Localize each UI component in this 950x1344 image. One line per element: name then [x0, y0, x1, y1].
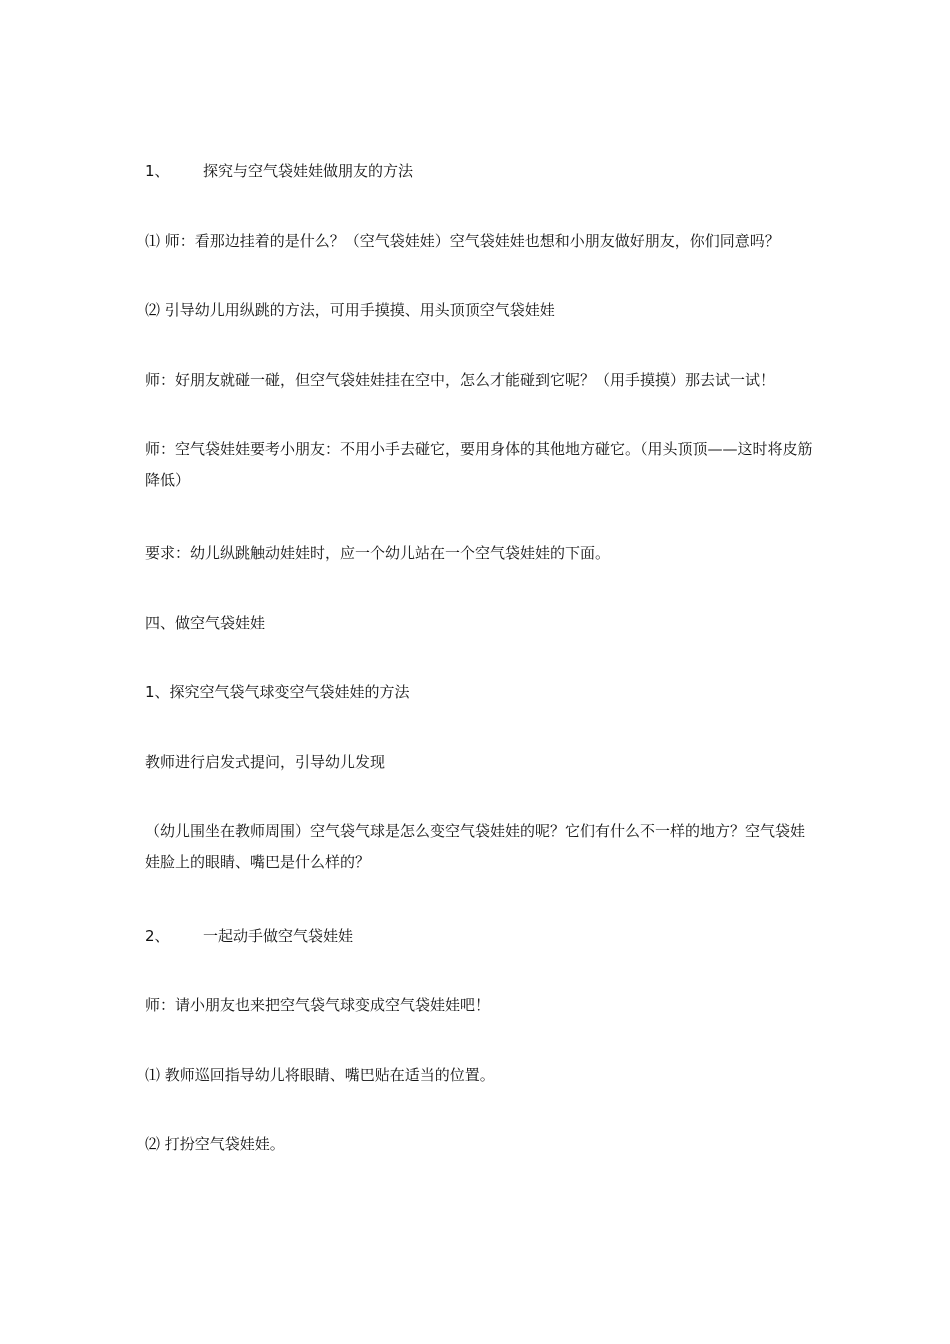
paragraph-2: ⑵ 引导幼儿用纵跳的方法，可用手摸摸、用头顶顶空气袋娃娃: [145, 301, 555, 319]
paragraph-4: 师：空气袋娃娃要考小朋友：不用小手去碰它，要用身体的其他地方碰它。（用头顶顶——这时将皮筋降低）: [145, 440, 813, 489]
paragraph-1: ⑴ 师：看那边挂着的是什么？（空气袋娃娃）空气袋娃娃也想和小朋友做好朋友，你们同意吗？: [145, 232, 780, 250]
paragraph-7: （幼儿围坐在教师周围）空气袋气球是怎么变空气袋娃娃的呢？它们有什么不一样的地方？空气袋娃娃脸上的眼睛、嘴巴是什么样的？: [145, 822, 806, 871]
heading-1: [145, 156, 813, 187]
paragraph-9: ⑴ 教师巡回指导幼儿将眼睛、嘴巴贴在适当的位置。: [145, 1066, 495, 1084]
heading-4-1: [145, 677, 813, 708]
paragraph-10: ⑵ 打扮空气袋娃娃。: [145, 1135, 285, 1153]
paragraph-8: 师：请小朋友也来把空气袋气球变成空气袋娃娃吧！: [145, 996, 491, 1014]
heading-4-1-number: 1、: [145, 683, 170, 701]
heading-4-2: [145, 921, 813, 952]
section-4-title: 四、做空气袋娃娃: [145, 614, 266, 632]
paragraph-5: 要求：幼儿纵跳触动娃娃时，应一个幼儿站在一个空气袋娃娃的下面。: [145, 544, 611, 562]
heading-4-2-number: 2、: [145, 927, 170, 945]
heading-4-1-text: 探究空气袋气球变空气袋娃娃的方法: [169, 683, 410, 701]
heading-4-2-text: 一起动手做空气袋娃娃: [203, 927, 354, 945]
paragraph-6: 教师进行启发式提问，引导幼儿发现: [145, 753, 386, 771]
heading-1-text: 探究与空气袋娃娃做朋友的方法: [203, 162, 414, 180]
paragraph-3: 师：好朋友就碰一碰，但空气袋娃娃挂在空中，怎么才能碰到它呢？（用手摸摸）那去试一试！: [145, 371, 776, 389]
heading-1-number: 1、: [145, 162, 170, 180]
